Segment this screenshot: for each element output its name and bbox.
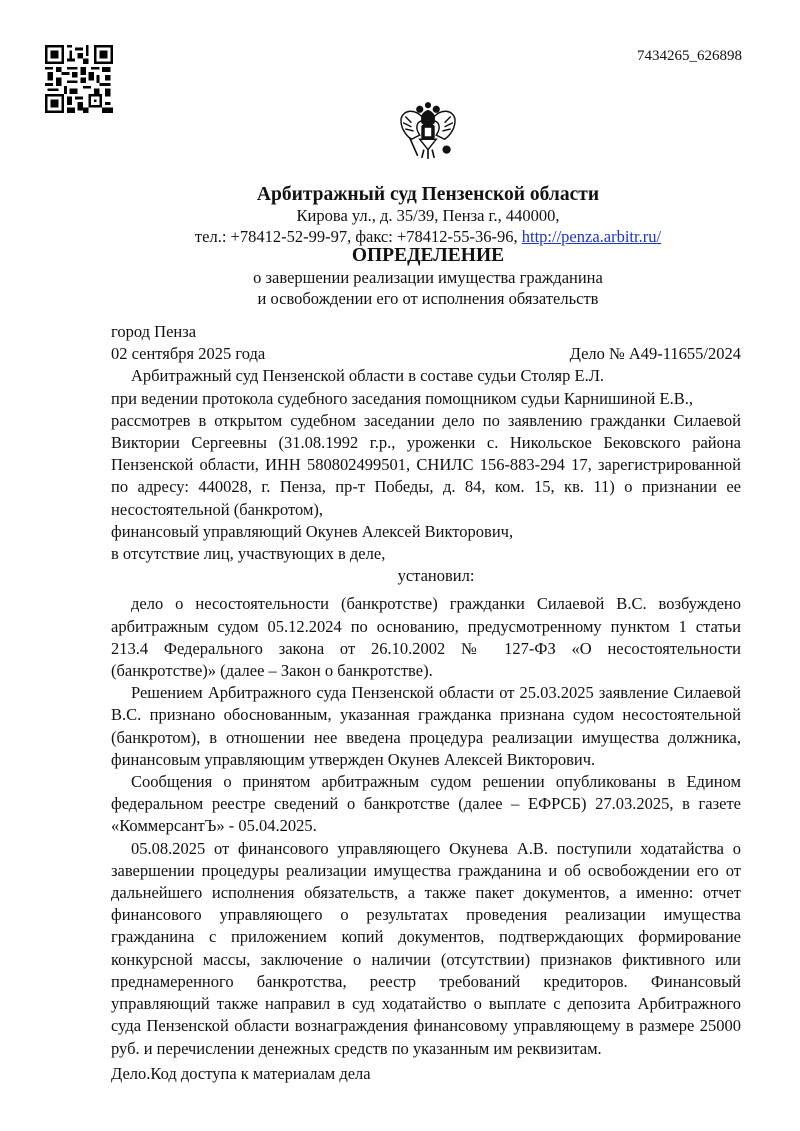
court-website-link[interactable]: http://penza.arbitr.ru/ (521, 227, 662, 246)
intro-court-composition: Арбитражный суд Пензенской области в составе судьи Столяр Е.Л. (131, 366, 605, 386)
document-subtitle-line-1: о завершении реализации имущества гражданина (253, 268, 603, 287)
paragraph-2: Решением Арбитражного суда Пензенской области от 25.03.2025 заявление Силаевой В.С. признано обоснованным, указанная гражданка признана судом несостоятельной (банкротом), в отношении нее введена процедура реализации имущества должника, финансовым управляющим утвержден Окунев Алексей Викторович. (111, 683, 741, 769)
paragraph-4: 05.08.2025 от финансового управляющего Окунева А.В. поступили ходатайства о завершении процедуры реализации имущества гражданина и об освобождении его от дальнейшего исполнения обязательств, а также пакет документов, а именно: отчет финансового управляющего о результатах проведения реализации имущества гражданина с приложением копий документов, подтверждающих формирование конкурсной массы, заключение о наличии (отсутствии) признаков фиктивного или преднамеренного банкротства, реестр требований кредиторов. Финансовый управляющий также направил в суд ходатайство о выплате с депозита Арбитражного суда Пензенской области вознаграждения финансовому управляющему в размере 25000 руб. и перечислении денежных средств по указанным им реквизитам. (111, 838, 741, 1058)
date-case-row (111, 343, 741, 365)
footer-access-code: Дело.Код доступа к материалам дела (111, 1064, 371, 1083)
court-name: Арбитражный суд Пензенской области (256, 184, 600, 205)
coat-of-arms-icon (397, 100, 459, 162)
qr-code-icon (45, 45, 113, 113)
intro-protocol: при ведении протокола судебного заседания помощником судьи Карнишиной Е.В., (111, 388, 693, 408)
document-body (111, 321, 741, 1060)
case-number: Дело № А49-11655/2024 (569, 344, 741, 364)
established-heading: установил: (397, 566, 475, 586)
intro-financial-manager: финансовый управляющий Окунев Алексей Викторович, (111, 521, 514, 541)
decision-date: 02 сентября 2025 года (111, 344, 266, 364)
paragraph-3: Сообщения о принятом арбитражным судом решении опубликованы в Едином федеральном реестре сведений о банкротстве (далее – ЕФРСБ) 27.03.2025, в газете «КоммерсантЪ» - 05.04.2025. (111, 772, 741, 836)
court-address: Кирова ул., д. 35/39, Пенза г., 440000, (296, 206, 560, 225)
document-subtitle-line-2: и освобождении его от исполнения обязательств (257, 289, 599, 308)
city: город Пенза (111, 322, 197, 341)
intro-absence: в отсутствие лиц, участвующих в деле, (111, 544, 386, 564)
court-contacts (0, 227, 800, 247)
paragraph-1: дело о несостоятельности (банкротстве) гражданки Силаевой В.С. возбуждено арбитражным судом 05.12.2024 по основанию, предусмотренному пунктом 1 статьи 213.4 Федерального закона от 26.10.2002 № 127-ФЗ «О несостоятельности (банкротстве)» (далее – Закон о банкротстве). (111, 594, 741, 681)
document-type-title: ОПРЕДЕЛЕНИЕ (351, 245, 505, 266)
contacts-phone-fax: тел.: +78412-52-99-97, факс: +78412-55-36-96, (194, 227, 522, 246)
document-id: 7434265_626898 (637, 48, 742, 64)
intro-case-description: рассмотрев в открытом судебном заседании дело по заявлению гражданки Силаевой Виктории Сергеевны (31.08.1992 г.р., уроженки с. Никольское Бековского района Пензенской области, ИНН 580802499501, СНИЛС 156-883-294 17, зарегистрированной по адресу: 440028, г. Пенза, пр-т Победы, д. 84, ком. 15, кв. 11) о признании ее несостоятельной (банкротом), (111, 410, 741, 519)
